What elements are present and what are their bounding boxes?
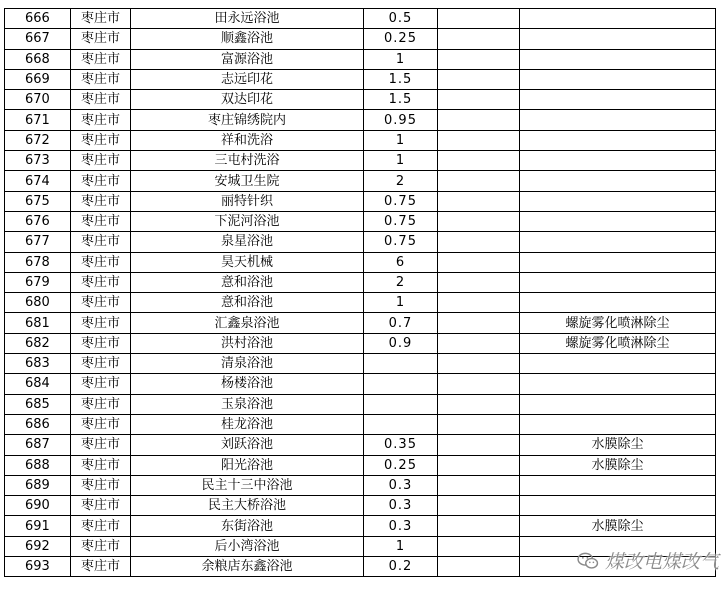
table-row [5, 191, 716, 211]
value-cell: 0.75 [364, 232, 438, 252]
row-number: 692 [5, 536, 71, 556]
table-row [5, 374, 716, 394]
city-cell: 枣庄市 [71, 293, 131, 313]
row-number: 671 [5, 110, 71, 130]
row-number: 683 [5, 354, 71, 374]
blank-cell [438, 475, 520, 495]
method-cell: 螺旋雾化喷淋除尘 [520, 333, 716, 353]
city-cell: 枣庄市 [71, 69, 131, 89]
row-number: 672 [5, 130, 71, 150]
value-cell: 1 [364, 536, 438, 556]
value-cell: 0.3 [364, 475, 438, 495]
value-cell: 6 [364, 252, 438, 272]
method-cell [520, 9, 716, 29]
blank-cell [438, 110, 520, 130]
value-cell: 0.2 [364, 557, 438, 577]
blank-cell [438, 232, 520, 252]
blank-cell [438, 151, 520, 171]
blank-cell [438, 536, 520, 556]
row-number: 675 [5, 191, 71, 211]
method-cell [520, 110, 716, 130]
table-row [5, 90, 716, 110]
value-cell: 0.75 [364, 191, 438, 211]
blank-cell [438, 252, 520, 272]
table-row [5, 313, 716, 333]
table-row [5, 496, 716, 516]
city-cell: 枣庄市 [71, 232, 131, 252]
row-number: 667 [5, 29, 71, 49]
city-cell: 枣庄市 [71, 211, 131, 231]
table-body [5, 9, 716, 577]
table-row [5, 272, 716, 292]
method-cell: 水膜除尘 [520, 435, 716, 455]
row-number: 680 [5, 293, 71, 313]
row-number: 670 [5, 90, 71, 110]
city-cell: 枣庄市 [71, 435, 131, 455]
unit-name-cell: 民主大桥浴池 [131, 496, 364, 516]
unit-name-cell: 意和浴池 [131, 293, 364, 313]
city-cell: 枣庄市 [71, 130, 131, 150]
blank-cell [438, 516, 520, 536]
row-number: 676 [5, 211, 71, 231]
table-row [5, 29, 716, 49]
blank-cell [438, 374, 520, 394]
unit-name-cell: 双达印花 [131, 90, 364, 110]
unit-name-cell: 桂龙浴池 [131, 414, 364, 434]
city-cell: 枣庄市 [71, 252, 131, 272]
method-cell [520, 475, 716, 495]
method-cell [520, 272, 716, 292]
row-number: 686 [5, 414, 71, 434]
blank-cell [438, 414, 520, 434]
method-cell [520, 293, 716, 313]
row-number: 691 [5, 516, 71, 536]
unit-name-cell: 东街浴池 [131, 516, 364, 536]
city-cell: 枣庄市 [71, 354, 131, 374]
table-row [5, 435, 716, 455]
unit-name-cell: 汇鑫泉浴池 [131, 313, 364, 333]
table-row [5, 394, 716, 414]
method-cell [520, 90, 716, 110]
city-cell: 枣庄市 [71, 414, 131, 434]
city-cell: 枣庄市 [71, 374, 131, 394]
blank-cell [438, 69, 520, 89]
method-cell [520, 171, 716, 191]
city-cell: 枣庄市 [71, 333, 131, 353]
unit-name-cell: 余粮店东鑫浴池 [131, 557, 364, 577]
method-cell [520, 151, 716, 171]
unit-name-cell: 意和浴池 [131, 272, 364, 292]
blank-cell [438, 333, 520, 353]
unit-name-cell: 富源浴池 [131, 49, 364, 69]
value-cell: 0.25 [364, 455, 438, 475]
method-cell [520, 496, 716, 516]
city-cell: 枣庄市 [71, 475, 131, 495]
city-cell: 枣庄市 [71, 313, 131, 333]
table-row [5, 130, 716, 150]
table-row [5, 69, 716, 89]
value-cell [364, 354, 438, 374]
watermark-text: 煤改电煤改气 [604, 551, 719, 573]
row-number: 669 [5, 69, 71, 89]
row-number: 668 [5, 49, 71, 69]
city-cell: 枣庄市 [71, 171, 131, 191]
table-row [5, 333, 716, 353]
value-cell [364, 414, 438, 434]
blank-cell [438, 171, 520, 191]
method-cell [520, 414, 716, 434]
row-number: 693 [5, 557, 71, 577]
row-number: 689 [5, 475, 71, 495]
method-cell [520, 232, 716, 252]
blank-cell [438, 9, 520, 29]
city-cell: 枣庄市 [71, 272, 131, 292]
table-row [5, 211, 716, 231]
city-cell: 枣庄市 [71, 49, 131, 69]
row-number: 679 [5, 272, 71, 292]
method-cell [520, 374, 716, 394]
table-row [5, 171, 716, 191]
row-number: 688 [5, 455, 71, 475]
city-cell: 枣庄市 [71, 151, 131, 171]
value-cell: 2 [364, 171, 438, 191]
method-cell [520, 211, 716, 231]
value-cell: 0.9 [364, 333, 438, 353]
unit-name-cell: 丽特针织 [131, 191, 364, 211]
city-cell: 枣庄市 [71, 516, 131, 536]
table-row [5, 49, 716, 69]
blank-cell [438, 435, 520, 455]
table-row [5, 9, 716, 29]
city-cell: 枣庄市 [71, 9, 131, 29]
unit-name-cell: 玉泉浴池 [131, 394, 364, 414]
blank-cell [438, 354, 520, 374]
method-cell [520, 130, 716, 150]
unit-name-cell: 下泥河浴池 [131, 211, 364, 231]
table-row [5, 354, 716, 374]
value-cell: 0.25 [364, 29, 438, 49]
unit-name-cell: 后小湾浴池 [131, 536, 364, 556]
unit-name-cell: 刘跃浴池 [131, 435, 364, 455]
table-row [5, 252, 716, 272]
city-cell: 枣庄市 [71, 557, 131, 577]
row-number: 684 [5, 374, 71, 394]
method-cell [520, 29, 716, 49]
blank-cell [438, 557, 520, 577]
method-cell [520, 252, 716, 272]
unit-name-cell: 祥和洗浴 [131, 130, 364, 150]
value-cell: 1 [364, 49, 438, 69]
unit-name-cell: 阳光浴池 [131, 455, 364, 475]
city-cell: 枣庄市 [71, 536, 131, 556]
unit-name-cell: 昊天机械 [131, 252, 364, 272]
unit-name-cell: 三屯村洗浴 [131, 151, 364, 171]
value-cell: 0.75 [364, 211, 438, 231]
value-cell: 0.3 [364, 516, 438, 536]
city-cell: 枣庄市 [71, 29, 131, 49]
value-cell: 0.35 [364, 435, 438, 455]
table-row [5, 455, 716, 475]
method-cell [520, 394, 716, 414]
blank-cell [438, 49, 520, 69]
value-cell [364, 374, 438, 394]
unit-name-cell: 安城卫生院 [131, 171, 364, 191]
city-cell: 枣庄市 [71, 455, 131, 475]
blank-cell [438, 496, 520, 516]
method-cell [520, 69, 716, 89]
watermark [577, 547, 719, 574]
blank-cell [438, 293, 520, 313]
table-row [5, 110, 716, 130]
data-table [4, 8, 716, 577]
value-cell: 2 [364, 272, 438, 292]
row-number: 666 [5, 9, 71, 29]
row-number: 687 [5, 435, 71, 455]
unit-name-cell: 枣庄锦绣院内 [131, 110, 364, 130]
blank-cell [438, 455, 520, 475]
blank-cell [438, 272, 520, 292]
row-number: 690 [5, 496, 71, 516]
row-number: 678 [5, 252, 71, 272]
row-number: 682 [5, 333, 71, 353]
city-cell: 枣庄市 [71, 191, 131, 211]
method-cell: 水膜除尘 [520, 516, 716, 536]
value-cell [364, 394, 438, 414]
value-cell: 0.95 [364, 110, 438, 130]
unit-name-cell: 民主十三中浴池 [131, 475, 364, 495]
value-cell: 0.3 [364, 496, 438, 516]
value-cell: 0.7 [364, 313, 438, 333]
unit-name-cell: 清泉浴池 [131, 354, 364, 374]
table-row [5, 414, 716, 434]
table-row [5, 151, 716, 171]
unit-name-cell: 田永远浴池 [131, 9, 364, 29]
row-number: 685 [5, 394, 71, 414]
value-cell: 1 [364, 151, 438, 171]
wechat-icon [577, 552, 599, 570]
blank-cell [438, 313, 520, 333]
row-number: 681 [5, 313, 71, 333]
row-number: 673 [5, 151, 71, 171]
city-cell: 枣庄市 [71, 496, 131, 516]
table-row [5, 475, 716, 495]
table-row [5, 293, 716, 313]
value-cell: 0.5 [364, 9, 438, 29]
table-row [5, 516, 716, 536]
method-cell [520, 354, 716, 374]
blank-cell [438, 130, 520, 150]
blank-cell [438, 394, 520, 414]
value-cell: 1 [364, 130, 438, 150]
spreadsheet [4, 8, 716, 577]
unit-name-cell: 泉星浴池 [131, 232, 364, 252]
blank-cell [438, 211, 520, 231]
value-cell: 1 [364, 293, 438, 313]
blank-cell [438, 90, 520, 110]
method-cell [520, 49, 716, 69]
table-row [5, 232, 716, 252]
city-cell: 枣庄市 [71, 90, 131, 110]
row-number: 677 [5, 232, 71, 252]
unit-name-cell: 杨楼浴池 [131, 374, 364, 394]
city-cell: 枣庄市 [71, 394, 131, 414]
method-cell: 螺旋雾化喷淋除尘 [520, 313, 716, 333]
row-number: 674 [5, 171, 71, 191]
unit-name-cell: 志远印花 [131, 69, 364, 89]
unit-name-cell: 顺鑫浴池 [131, 29, 364, 49]
value-cell: 1.5 [364, 90, 438, 110]
value-cell: 1.5 [364, 69, 438, 89]
unit-name-cell: 洪村浴池 [131, 333, 364, 353]
blank-cell [438, 191, 520, 211]
city-cell: 枣庄市 [71, 110, 131, 130]
method-cell [520, 191, 716, 211]
blank-cell [438, 29, 520, 49]
method-cell: 水膜除尘 [520, 455, 716, 475]
